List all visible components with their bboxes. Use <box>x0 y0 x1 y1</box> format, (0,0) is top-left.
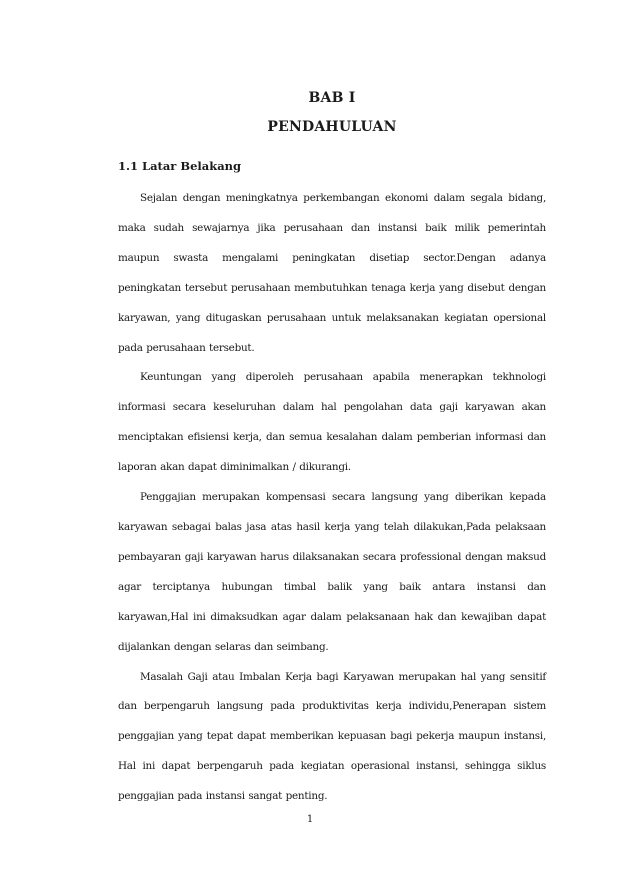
paragraph-2: Keuntungan yang diperoleh perusahaan apabila menerapkan tekhnologi informasi secara keseluruhan dalam hal pengolahan data gaji karyawan akan menciptakan efisiensi kerja, dan semua kesalahan dalam pemberian informasi dan laporan akan dapat diminimalkan / dikurangi. <box>118 371 546 474</box>
page-number: 1 <box>306 814 314 825</box>
paragraph-1: Sejalan dengan meningkatnya perkembangan ekonomi dalam segala bidang, maka sudah sewajarnya jika perusahaan dan instansi baik milik pemerintah maupun swasta mengalami peningkatan disetiap sector.Dengan adanya peningkatan tersebut perusahaan membutuhkan tenaga kerja yang disebut dengan karyawan, yang ditugaskan perusahaan untuk melaksanakan kegiatan opersional pada perusahaan tersebut. <box>118 192 546 354</box>
chapter-number: BAB I <box>308 90 356 106</box>
section-heading: 1.1 Latar Belakang <box>118 159 242 173</box>
chapter-title: PENDAHULUAN <box>267 119 397 135</box>
body-text <box>118 184 546 812</box>
paragraph-4: Masalah Gaji atau Imbalan Kerja bagi Karyawan merupakan hal yang sensitif dan berpengaruh langsung pada produktivitas kerja individu,Penerapan sistem penggajian yang tepat dapat memberikan kepuasan bagi pekerja maupun instansi, Hal ini dapat berpengaruh pada kegiatan operasional instansi, sehingga siklus penggajian pada instansi sangat penting. <box>118 670 546 803</box>
paragraph-3: Penggajian merupakan kompensasi secara langsung yang diberikan kepada karyawan sebagai balas jasa atas hasil kerja yang telah dilakukan,Pada pelaksaan pembayaran gaji karyawan harus dilaksanakan secara professional dengan maksud agar terciptanya hubungan timbal balik yang baik antara instansi dan karyawan,Hal ini dimaksudkan agar dalam pelaksanaan hak dan kewajiban dapat dijalankan dengan selaras dan seimbang. <box>118 491 546 653</box>
